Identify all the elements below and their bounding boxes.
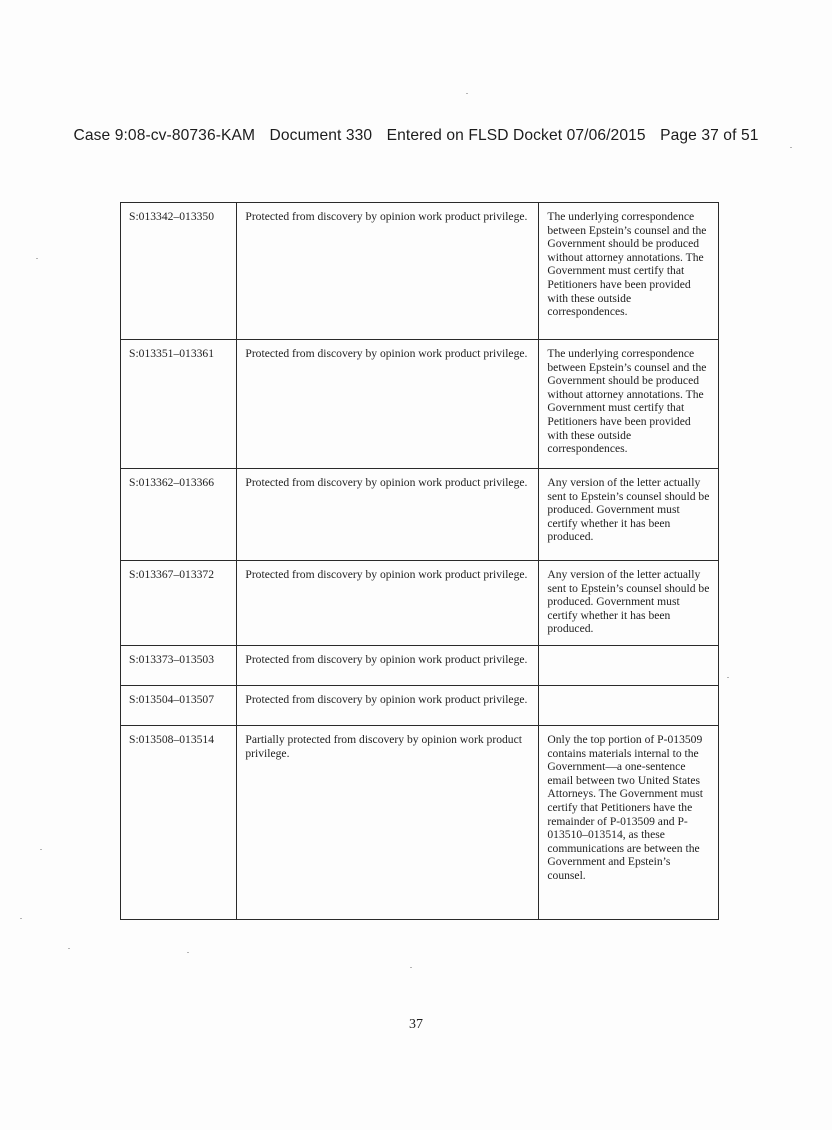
privilege-claim: Partially protected from discovery by opinion work product privilege. — [237, 726, 539, 920]
scan-speck — [466, 93, 468, 94]
docket-entry: Entered on FLSD Docket 07/06/2015 — [386, 127, 646, 144]
document-number: Document 330 — [269, 127, 373, 144]
privilege-log-table — [120, 202, 719, 920]
scan-speck — [727, 677, 729, 678]
page-number: 37 — [409, 1017, 423, 1032]
scan-speck — [40, 849, 42, 850]
table-row — [121, 561, 719, 646]
bates-range: S:013351–013361 — [121, 340, 237, 469]
privilege-claim: Protected from discovery by opinion work product privilege. — [237, 469, 539, 561]
page-indicator: Page 37 of 51 — [660, 127, 759, 144]
bates-range: S:013504–013507 — [121, 686, 237, 726]
scan-speck — [68, 948, 70, 949]
table-row — [121, 646, 719, 686]
privilege-claim: Protected from discovery by opinion work product privilege. — [237, 340, 539, 469]
petitioner-response — [539, 646, 719, 686]
bates-range: S:013508–013514 — [121, 726, 237, 920]
table-row — [121, 203, 719, 340]
privilege-claim: Protected from discovery by opinion work product privilege. — [237, 646, 539, 686]
petitioner-response: Any version of the letter actually sent to Epstein’s counsel should be produced. Government must certify whether it has been produced. — [539, 561, 719, 646]
table-row — [121, 469, 719, 561]
bates-range: S:013362–013366 — [121, 469, 237, 561]
scan-speck — [410, 967, 412, 968]
petitioner-response — [539, 686, 719, 726]
privilege-claim: Protected from discovery by opinion work product privilege. — [237, 203, 539, 340]
privilege-claim: Protected from discovery by opinion work product privilege. — [237, 561, 539, 646]
table-row — [121, 340, 719, 469]
petitioner-response: The underlying correspondence between Epstein’s counsel and the Government should be produced without attorney annotations. The Government must certify that Petitioners have been provided with these outside correspondences. — [539, 340, 719, 469]
case-number: Case 9:08-cv-80736-KAM — [73, 127, 256, 144]
table-row — [121, 726, 719, 920]
petitioner-response: Any version of the letter actually sent to Epstein’s counsel should be produced. Government must certify whether it has been produced. — [539, 469, 719, 561]
bates-range: S:013342–013350 — [121, 203, 237, 340]
case-header — [0, 127, 832, 145]
scan-speck — [20, 918, 22, 919]
bates-range: S:013367–013372 — [121, 561, 237, 646]
scan-speck — [187, 952, 189, 953]
bates-range: S:013373–013503 — [121, 646, 237, 686]
table-row — [121, 686, 719, 726]
petitioner-response: Only the top portion of P-013509 contains materials internal to the Government—a one-sentence email between two United States Attorneys. The Government must certify that Petitioners have the remainder of P-013509 and P-013510–013514, as these communications are between the Government and Epstein’s counsel. — [539, 726, 719, 920]
petitioner-response: The underlying correspondence between Epstein’s counsel and the Government should be produced without attorney annotations. The Government must certify that Petitioners have been provided with these outside correspondences. — [539, 203, 719, 340]
privilege-claim: Protected from discovery by opinion work product privilege. — [237, 686, 539, 726]
scan-speck — [36, 258, 38, 259]
scan-speck — [790, 147, 792, 148]
